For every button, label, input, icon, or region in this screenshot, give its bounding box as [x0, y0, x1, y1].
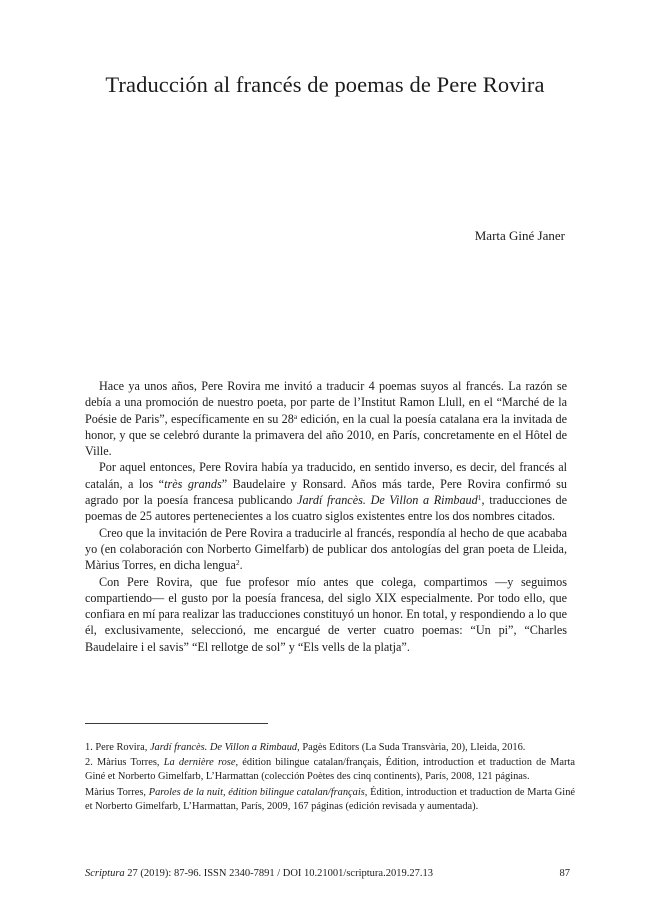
n3-text-a: Màrius Torres,: [85, 786, 149, 798]
n3-text-b: , Édition, introduction et traduction de Marta Giné et Norberto Gimelfarb, L’Harmattan, París, 2009, 167 páginas (edición revisada y aumentada).: [85, 786, 576, 812]
n1-text-a: 1. Pere Rovira,: [85, 742, 150, 753]
paragraph-2: [85, 459, 567, 524]
citation-details: 27 (2019): 87-96. ISSN 2340-7891 / DOI 10.21001/scriptura.2019.27.13: [124, 868, 433, 879]
paragraph-1: [85, 378, 567, 459]
footnote-1: [85, 741, 575, 755]
footnote-2: [85, 756, 575, 784]
n2-italic: La dernière rose: [163, 757, 236, 769]
p2-italic-b: Jardí francès. De Villon a Rimbaud: [297, 493, 478, 508]
ordinal-superscript: a: [293, 411, 298, 421]
n2-text-a: 2. Màrius Torres,: [85, 757, 164, 769]
p1-text-a: Hace ya unos años, Pere Rovira me invitó a traducir 4 poemas suyos al francés. La razón se debía a una promoción de nuestro poeta, por parte de l’Institut Ramon Llull, en el “Marché de la Poésie de Paris”, específicamente en su 28: [85, 379, 567, 426]
n1-text-b: , Pagès Editors (La Suda Transvària, 20), Lleida, 2016.: [297, 742, 526, 753]
p2-text-c: , traducciones de poemas de 25 autores pertenecientes a los cuatro siglos existentes entre los dos nombres citados.: [85, 493, 567, 524]
p1-text-b: edición, en la cual la poesía catalana era la invitada de honor, y que se celebró durante la primavera del año 2010, en París, concretamente en el Hôtel de Ville.: [85, 411, 567, 459]
footnote-2-continued: [85, 786, 575, 814]
n3-italic: Paroles de la nuit, édition bilingue catalan/français: [148, 786, 365, 798]
journal-name: Scriptura: [85, 868, 125, 879]
p2-italic-a: très grands: [164, 476, 222, 491]
author-name: Marta Giné Janer: [474, 228, 565, 243]
p3-text-a: Creo que la invitación de Pere Rovira a traducirle al francés, respondía al hecho de que acababa yo (en colaboración con Norberto Gimelfarb) de publicar dos antologías del gran poeta de Lleida, Màrius Torres, en dicha lengua: [85, 525, 567, 573]
footnote-ref-1[interactable]: 1: [477, 492, 482, 502]
paragraph-4: Con Pere Rovira, que fue profesor mío antes que colega, compartimos —y seguimos compartiendo— el gusto por la poesía francesa, del siglo XIX especialmente. Por todo ello, que confiara en mí para realizar las traducciones constituyó un honor. En total, y respondiendo a lo que él, exclusivamente, seleccionó, me encargué de verter cuatro poemas: “Un pi”, “Charles Baudelaire i el savis” “El rellotge de sol” y “Els vells de la platja”.: [85, 574, 567, 654]
paragraph-3: [85, 525, 567, 574]
p3-text-b: .: [239, 558, 243, 573]
p2-text-a: Por aquel entonces, Pere Rovira había ya traducido, en sentido inverso, es decir, del francés al catalán, a los “: [85, 460, 567, 491]
page-number: 87: [559, 868, 570, 879]
n1-italic: Jardí francès. De Villon a Rimbaud: [149, 742, 298, 753]
n2-text-b: , édition bilingue catalan/français, Édition, introduction et traduction de Marta Giné et Norberto Gimelfarb, L’Harmattan (colección Poètes des cinq continents), París, 2008, 121 páginas.: [85, 757, 575, 783]
journal-citation: [85, 868, 433, 879]
p2-text-b: ” Baudelaire y Ronsard. Años más tarde, Pere Rovira confirmó su agrado por la poesía francesa publicando: [85, 476, 567, 508]
footnotes: [85, 741, 575, 815]
footnote-divider: [85, 723, 268, 724]
article-body: [85, 378, 567, 655]
article-title: Traducción al francés de poemas de Pere Rovira: [105, 72, 545, 97]
footnote-ref-2[interactable]: 2: [235, 558, 240, 568]
